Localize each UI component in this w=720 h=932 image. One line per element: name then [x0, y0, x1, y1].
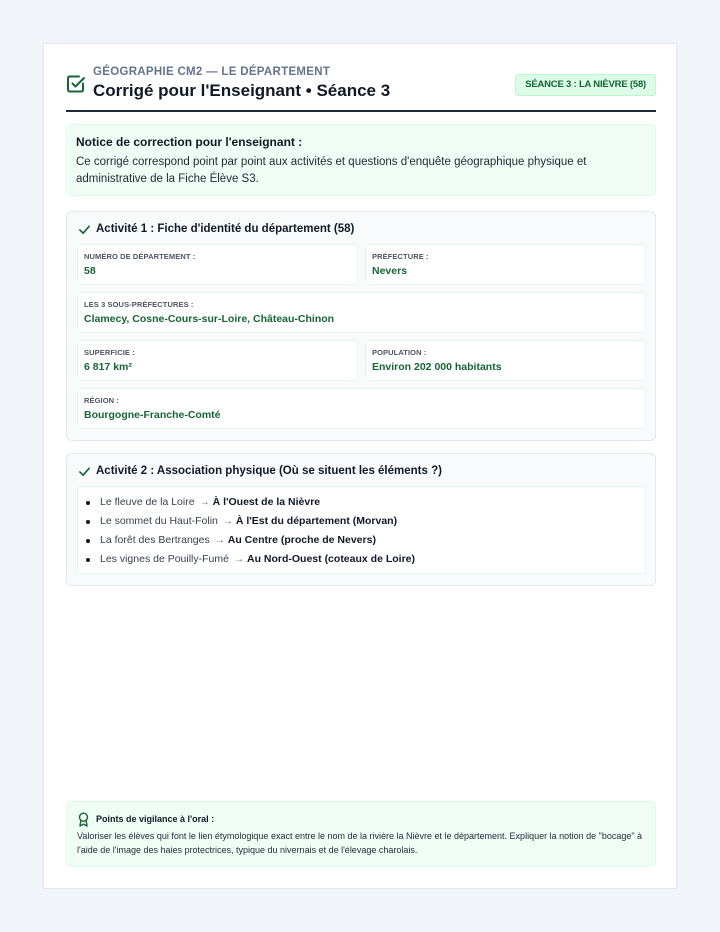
arrow-right-icon: →: [222, 516, 233, 527]
notice-text: Ce corrigé correspond point par point aux activités et questions d'enquête géographique physique et administrative de la Fiche Élève S3.: [76, 156, 587, 185]
vigilance-box: [66, 801, 656, 867]
item-answer: Au Nord-Ouest (coteaux de Loire): [246, 553, 415, 565]
activity-1-section: [66, 211, 656, 441]
page-subtitle: GÉOGRAPHIE CM2 — LE DÉPARTEMENT: [93, 66, 331, 78]
award-icon: [77, 812, 90, 827]
field-label: NUMÉRO DE DÉPARTEMENT :: [84, 252, 196, 261]
bullet-icon: [86, 520, 90, 524]
arrow-right-icon: →: [214, 535, 225, 546]
item-answer: À l'Est du département (Morvan): [235, 515, 398, 527]
vigilance-text: Valoriser les élèves qui font le lien étymologique exact entre le nom de la rivière la Nièvre et le département. Expliquer la notion de "bocage" à l'aide de l'image des haies protectrices, typique du nivernais et de l'élevage charolais.: [77, 831, 643, 855]
field-value: 6 817 km²: [84, 361, 132, 373]
list-item: [86, 493, 645, 512]
item-answer: Au Centre (proche de Nevers): [227, 534, 376, 546]
field-label: PRÉFECTURE :: [372, 252, 429, 261]
item-element: Le sommet du Haut-Folin: [100, 515, 218, 527]
field-region: [77, 388, 646, 429]
activity-2-title: Activité 2 : Association physique (Où se situent les éléments ?): [96, 465, 442, 477]
check-icon: [78, 223, 91, 236]
association-list: [78, 487, 645, 569]
field-label: SUPERFICIE :: [84, 348, 135, 357]
field-value: Bourgogne-Franche-Comté: [84, 409, 221, 421]
bullet-icon: [86, 558, 90, 562]
field-value: 58: [84, 265, 96, 277]
field-value: Clamecy, Cosne-Cours-sur-Loire, Château-Chinon: [84, 313, 335, 325]
page-header: [66, 64, 656, 112]
field-label: LES 3 SOUS-PRÉFECTURES :: [84, 300, 194, 309]
worksheet-page: [43, 43, 677, 889]
check-square-icon: [66, 74, 86, 94]
session-badge: SÉANCE 3 : LA NIÈVRE (58): [515, 74, 656, 96]
field-superficie: [77, 340, 358, 381]
activity-2-section: [66, 453, 656, 586]
field-label: POPULATION :: [372, 348, 427, 357]
page-title: Corrigé pour l'Enseignant • Séance 3: [93, 81, 391, 100]
teacher-notice: [66, 124, 656, 196]
arrow-right-icon: →: [199, 497, 210, 508]
item-element: Les vignes de Pouilly-Fumé: [100, 553, 229, 565]
activity-1-header: [78, 221, 354, 237]
bullet-icon: [86, 501, 90, 505]
list-item: [86, 550, 645, 569]
item-answer: À l'Ouest de la Nièvre: [212, 496, 321, 508]
notice-title: Notice de correction pour l'enseignant :: [76, 135, 303, 149]
check-icon: [78, 465, 91, 478]
list-item: [86, 531, 645, 550]
item-element: La forêt des Bertranges: [100, 534, 210, 546]
association-list-box: [77, 486, 646, 574]
vigilance-header: [77, 810, 645, 828]
field-prefecture: [365, 244, 646, 285]
field-value: Environ 202 000 habitants: [372, 361, 502, 373]
activity-1-title: Activité 1 : Fiche d'identité du département (58): [96, 223, 355, 235]
field-sous-prefectures: [77, 292, 646, 333]
activity-2-header: [78, 463, 442, 479]
field-population: [365, 340, 646, 381]
field-label: RÉGION :: [84, 396, 119, 405]
field-numero: [77, 244, 358, 285]
list-item: [86, 512, 645, 531]
arrow-right-icon: →: [233, 554, 244, 565]
item-element: Le fleuve de la Loire: [100, 496, 195, 508]
vigilance-title: Points de vigilance à l'oral :: [96, 814, 215, 824]
bullet-icon: [86, 539, 90, 543]
field-value: Nevers: [372, 265, 408, 277]
